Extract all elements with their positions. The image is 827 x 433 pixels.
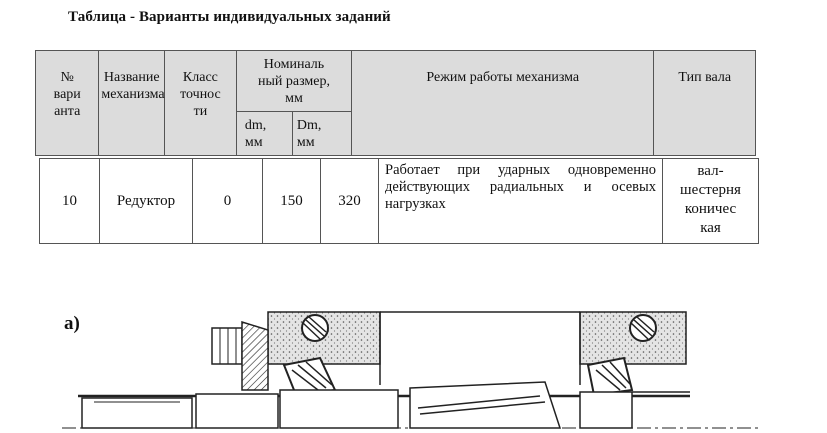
housing-left xyxy=(268,312,380,364)
bearing-right xyxy=(588,358,632,395)
table-row xyxy=(39,158,759,244)
cell-operating-mode: Работает при ударных одновременно действующих радиальных и осевых нагрузках xyxy=(379,159,663,244)
cell-dm: 150 xyxy=(263,159,321,244)
cell-accuracy-class: 0 xyxy=(193,159,263,244)
header-accuracy-class: Класс точнос ти xyxy=(164,51,236,156)
header-nominal-size: Номиналь ный размер, мм xyxy=(236,51,351,112)
header-shaft-type: Тип вала xyxy=(654,51,756,156)
cell-mechanism-name: Редуктор xyxy=(100,159,193,244)
table-caption: Таблица - Варианты индивидуальных заданий xyxy=(68,9,391,25)
header-dm: dm, мм xyxy=(236,112,292,156)
header-operating-mode: Режим работы механизма xyxy=(352,51,654,156)
cell-Dm: 320 xyxy=(321,159,379,244)
housing-right xyxy=(580,312,686,364)
bearing-cap-left xyxy=(212,322,268,390)
cell-variant-number: 10 xyxy=(40,159,100,244)
shaft xyxy=(62,382,760,428)
header-variant-number: № вари анта xyxy=(36,51,99,156)
cell-shaft-type: вал- шестерня коничес кая xyxy=(663,159,759,244)
figure-label: а) xyxy=(64,313,80,334)
gearbox-drawing xyxy=(0,290,827,433)
table-header xyxy=(35,50,756,156)
header-Dm: Dm, мм xyxy=(292,112,351,156)
header-mechanism-name: Название механизма xyxy=(99,51,165,156)
